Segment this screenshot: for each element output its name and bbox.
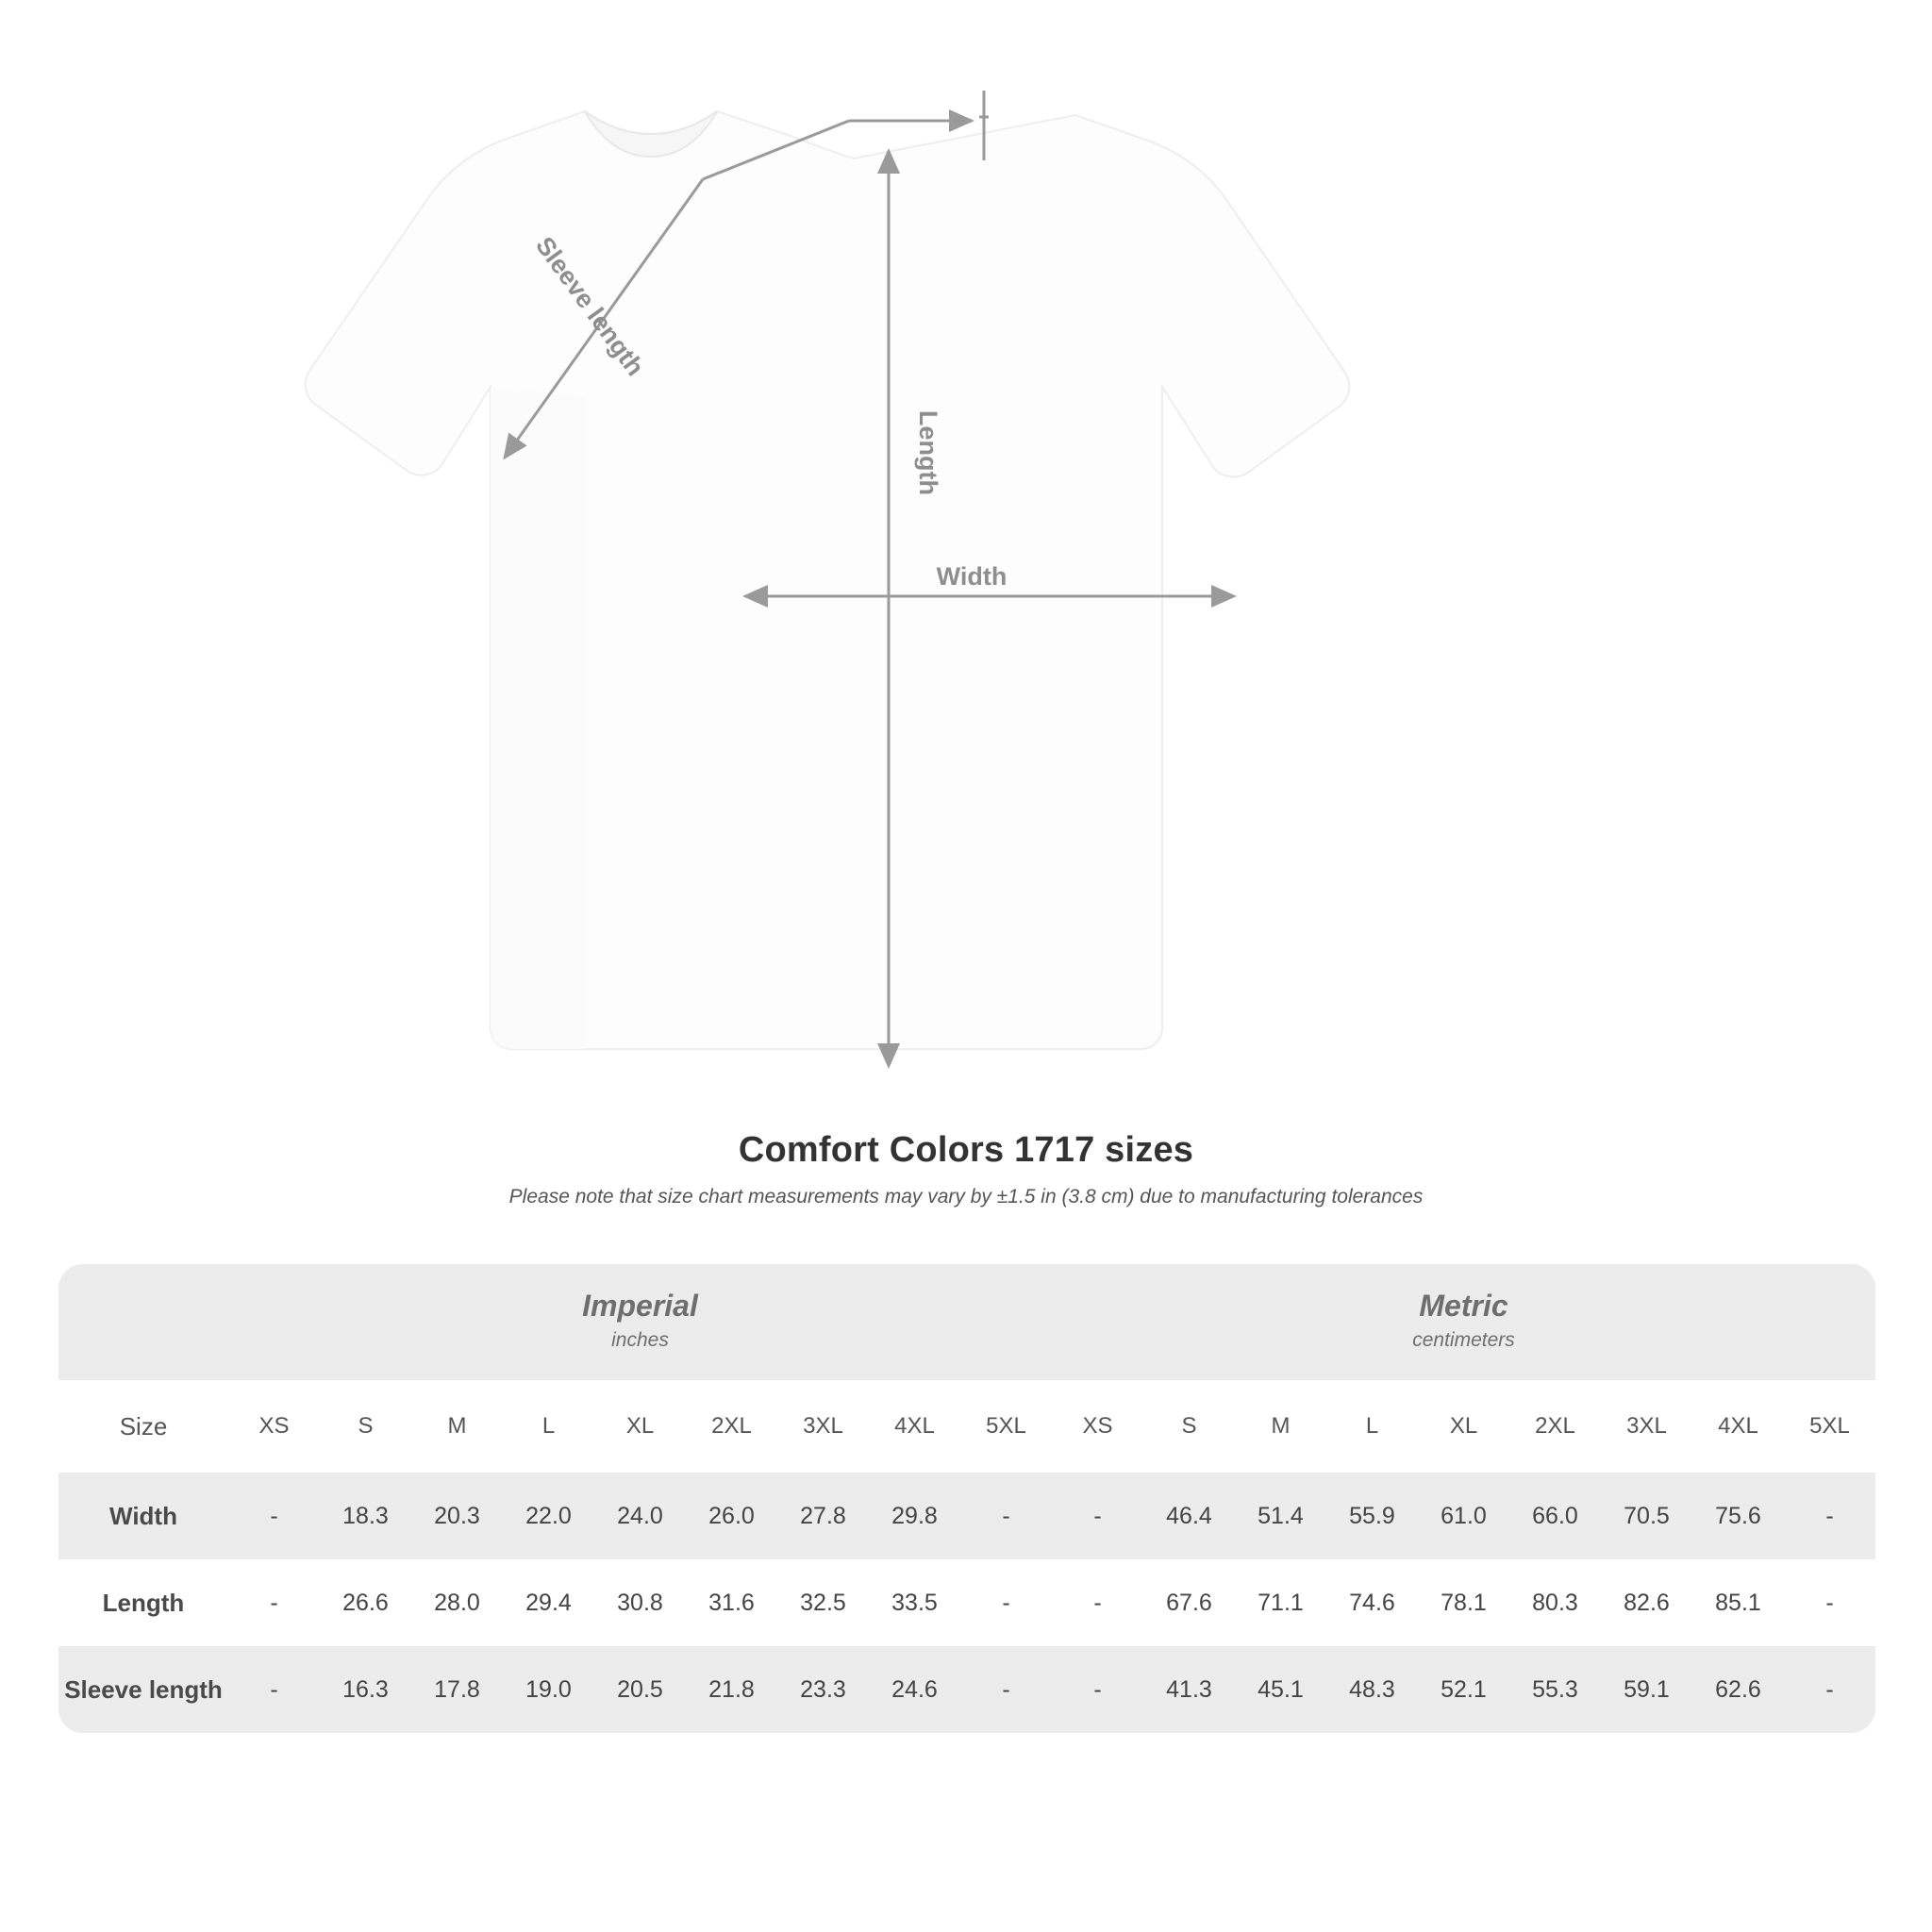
cell-sleeve-imperial-2xl: 21.8 — [686, 1646, 777, 1733]
cell-sleeve-imperial-4xl: 24.6 — [869, 1646, 960, 1733]
size-header-imperial-2xl: 2XL — [686, 1380, 777, 1473]
size-header-label: Size — [58, 1380, 228, 1473]
cell-width-imperial-s: 18.3 — [320, 1473, 411, 1559]
cell-width-imperial-5xl: - — [960, 1473, 1052, 1559]
cell-sleeve-metric-xs: - — [1052, 1646, 1143, 1733]
cell-sleeve-imperial-3xl: 23.3 — [777, 1646, 869, 1733]
size-header-metric-4xl: 4XL — [1692, 1380, 1784, 1473]
tolerance-note: Please note that size chart measurements may vary by ±1.5 in (3.8 cm) due to manufacturing tolerances — [508, 1186, 1424, 1208]
cell-length-imperial-xl: 30.8 — [594, 1559, 686, 1646]
size-header-imperial-s: S — [320, 1380, 411, 1473]
cell-sleeve-metric-3xl: 59.1 — [1601, 1646, 1692, 1733]
cell-width-metric-4xl: 75.6 — [1692, 1473, 1784, 1559]
size-header-metric-2xl: 2XL — [1509, 1380, 1601, 1473]
size-header-metric-3xl: 3XL — [1601, 1380, 1692, 1473]
cell-sleeve-imperial-s: 16.3 — [320, 1646, 411, 1733]
cell-length-imperial-l: 29.4 — [503, 1559, 594, 1646]
cell-sleeve-metric-2xl: 55.3 — [1509, 1646, 1601, 1733]
cell-length-imperial-5xl: - — [960, 1559, 1052, 1646]
size-header-metric-xl: XL — [1418, 1380, 1509, 1473]
size-header-imperial-4xl: 4XL — [869, 1380, 960, 1473]
size-header-imperial-xl: XL — [594, 1380, 686, 1473]
cell-sleeve-imperial-xs: - — [228, 1646, 320, 1733]
cell-width-imperial-2xl: 26.0 — [686, 1473, 777, 1559]
unit-header-row — [58, 1264, 1875, 1380]
size-header-metric-xs: XS — [1052, 1380, 1143, 1473]
row-label-length: Length — [58, 1559, 228, 1646]
cell-width-imperial-xs: - — [228, 1473, 320, 1559]
size-header-row — [58, 1380, 1875, 1473]
cell-sleeve-imperial-l: 19.0 — [503, 1646, 594, 1733]
cell-length-metric-s: 67.6 — [1143, 1559, 1235, 1646]
row-label-width: Width — [58, 1473, 228, 1559]
size-header-imperial-3xl: 3XL — [777, 1380, 869, 1473]
size-header-metric-l: L — [1326, 1380, 1418, 1473]
cell-length-metric-m: 71.1 — [1235, 1559, 1326, 1646]
cell-width-metric-5xl: - — [1784, 1473, 1875, 1559]
cell-sleeve-metric-4xl: 62.6 — [1692, 1646, 1784, 1733]
title-block — [0, 1130, 1932, 1208]
cell-sleeve-imperial-xl: 20.5 — [594, 1646, 686, 1733]
size-table — [58, 1264, 1875, 1733]
unit-header-imperial: Imperial inches — [228, 1264, 1052, 1380]
cell-length-metric-4xl: 85.1 — [1692, 1559, 1784, 1646]
cell-width-metric-l: 55.9 — [1326, 1473, 1418, 1559]
cell-sleeve-metric-l: 48.3 — [1326, 1646, 1418, 1733]
cell-width-metric-3xl: 70.5 — [1601, 1473, 1692, 1559]
unit-header-spacer — [58, 1264, 228, 1380]
cell-width-metric-s: 46.4 — [1143, 1473, 1235, 1559]
cell-length-imperial-s: 26.6 — [320, 1559, 411, 1646]
cell-width-metric-2xl: 66.0 — [1509, 1473, 1601, 1559]
cell-sleeve-metric-m: 45.1 — [1235, 1646, 1326, 1733]
size-header-metric-5xl: 5XL — [1784, 1380, 1875, 1473]
cell-width-imperial-m: 20.3 — [411, 1473, 503, 1559]
cell-length-imperial-3xl: 32.5 — [777, 1559, 869, 1646]
cell-width-metric-xl: 61.0 — [1418, 1473, 1509, 1559]
width-label: Width — [936, 562, 1008, 591]
cell-sleeve-imperial-m: 17.8 — [411, 1646, 503, 1733]
size-header-metric-m: M — [1235, 1380, 1326, 1473]
table-row — [58, 1473, 1875, 1559]
table-row — [58, 1646, 1875, 1733]
cell-length-metric-2xl: 80.3 — [1509, 1559, 1601, 1646]
size-table-container — [58, 1264, 1875, 1733]
tshirt-shape — [306, 111, 1350, 1049]
page-title: Comfort Colors 1717 sizes — [738, 1130, 1194, 1170]
table-row — [58, 1559, 1875, 1646]
cell-width-imperial-xl: 24.0 — [594, 1473, 686, 1559]
row-label-sleeve-length: Sleeve length — [58, 1646, 228, 1733]
size-header-imperial-5xl: 5XL — [960, 1380, 1052, 1473]
cell-length-imperial-2xl: 31.6 — [686, 1559, 777, 1646]
unit-header-metric: Metric centimeters — [1052, 1264, 1875, 1380]
cell-width-imperial-3xl: 27.8 — [777, 1473, 869, 1559]
cell-length-metric-xs: - — [1052, 1559, 1143, 1646]
cell-width-metric-xs: - — [1052, 1473, 1143, 1559]
cell-width-metric-m: 51.4 — [1235, 1473, 1326, 1559]
cell-length-imperial-xs: - — [228, 1559, 320, 1646]
cell-length-metric-l: 74.6 — [1326, 1559, 1418, 1646]
length-label: Length — [914, 410, 942, 495]
sleeve-length-label: Sleeve length — [529, 231, 650, 381]
cell-sleeve-metric-xl: 52.1 — [1418, 1646, 1509, 1733]
cell-width-imperial-4xl: 29.8 — [869, 1473, 960, 1559]
cell-sleeve-imperial-5xl: - — [960, 1646, 1052, 1733]
size-header-imperial-xs: XS — [228, 1380, 320, 1473]
size-header-imperial-m: M — [411, 1380, 503, 1473]
size-header-imperial-l: L — [503, 1380, 594, 1473]
cell-length-metric-xl: 78.1 — [1418, 1559, 1509, 1646]
cell-width-imperial-l: 22.0 — [503, 1473, 594, 1559]
cell-length-metric-3xl: 82.6 — [1601, 1559, 1692, 1646]
cell-length-imperial-m: 28.0 — [411, 1559, 503, 1646]
cell-sleeve-metric-s: 41.3 — [1143, 1646, 1235, 1733]
cell-sleeve-metric-5xl: - — [1784, 1646, 1875, 1733]
cell-length-metric-5xl: - — [1784, 1559, 1875, 1646]
size-header-metric-s: S — [1143, 1380, 1235, 1473]
cell-length-imperial-4xl: 33.5 — [869, 1559, 960, 1646]
